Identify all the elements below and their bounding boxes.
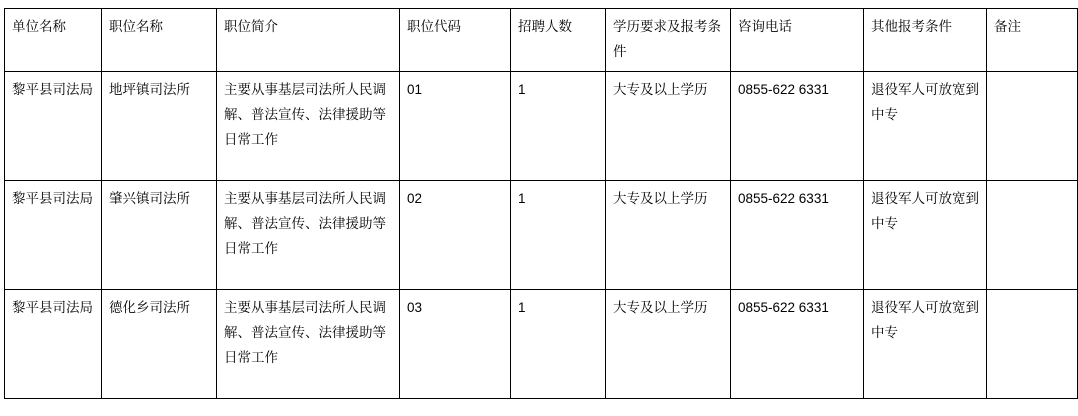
column-header-education: 学历要求及报考条件 [606,9,731,72]
cell-code: 03 [400,289,511,398]
table-header-row [5,9,1078,72]
cell-remark [987,289,1078,398]
cell-count: 1 [511,180,606,289]
cell-unit: 黎平县司法局 [5,180,102,289]
cell-brief: 主要从事基层司法所人民调解、普法宣传、法律援助等日常工作 [217,180,400,289]
column-header-position: 职位名称 [102,9,217,72]
cell-phone: 0855-622 6331 [731,71,864,180]
cell-education: 大专及以上学历 [606,71,731,180]
column-header-code: 职位代码 [400,9,511,72]
column-header-other: 其他报考条件 [864,9,987,72]
cell-other: 退役军人可放宽到中专 [864,180,987,289]
table-header [5,9,1078,72]
column-header-phone: 咨询电话 [731,9,864,72]
cell-position: 肇兴镇司法所 [102,180,217,289]
column-header-unit: 单位名称 [5,9,102,72]
cell-count: 1 [511,71,606,180]
cell-count: 1 [511,289,606,398]
cell-brief: 主要从事基层司法所人民调解、普法宣传、法律援助等日常工作 [217,289,400,398]
cell-other: 退役军人可放宽到中专 [864,289,987,398]
cell-brief: 主要从事基层司法所人民调解、普法宣传、法律援助等日常工作 [217,71,400,180]
cell-position: 地坪镇司法所 [102,71,217,180]
column-header-brief: 职位简介 [217,9,400,72]
cell-phone: 0855-622 6331 [731,180,864,289]
cell-code: 01 [400,71,511,180]
cell-unit: 黎平县司法局 [5,71,102,180]
cell-remark [987,180,1078,289]
cell-phone: 0855-622 6331 [731,289,864,398]
recruitment-table [4,8,1078,399]
table-row [5,289,1078,398]
cell-position: 德化乡司法所 [102,289,217,398]
cell-code: 02 [400,180,511,289]
document-page [0,8,1021,416]
cell-education: 大专及以上学历 [606,289,731,398]
table-body [5,71,1078,398]
column-header-remark: 备注 [987,9,1078,72]
column-header-count: 招聘人数 [511,9,606,72]
cell-unit: 黎平县司法局 [5,289,102,398]
table-row [5,71,1078,180]
cell-education: 大专及以上学历 [606,180,731,289]
table-row [5,180,1078,289]
cell-remark [987,71,1078,180]
cell-other: 退役军人可放宽到中专 [864,71,987,180]
